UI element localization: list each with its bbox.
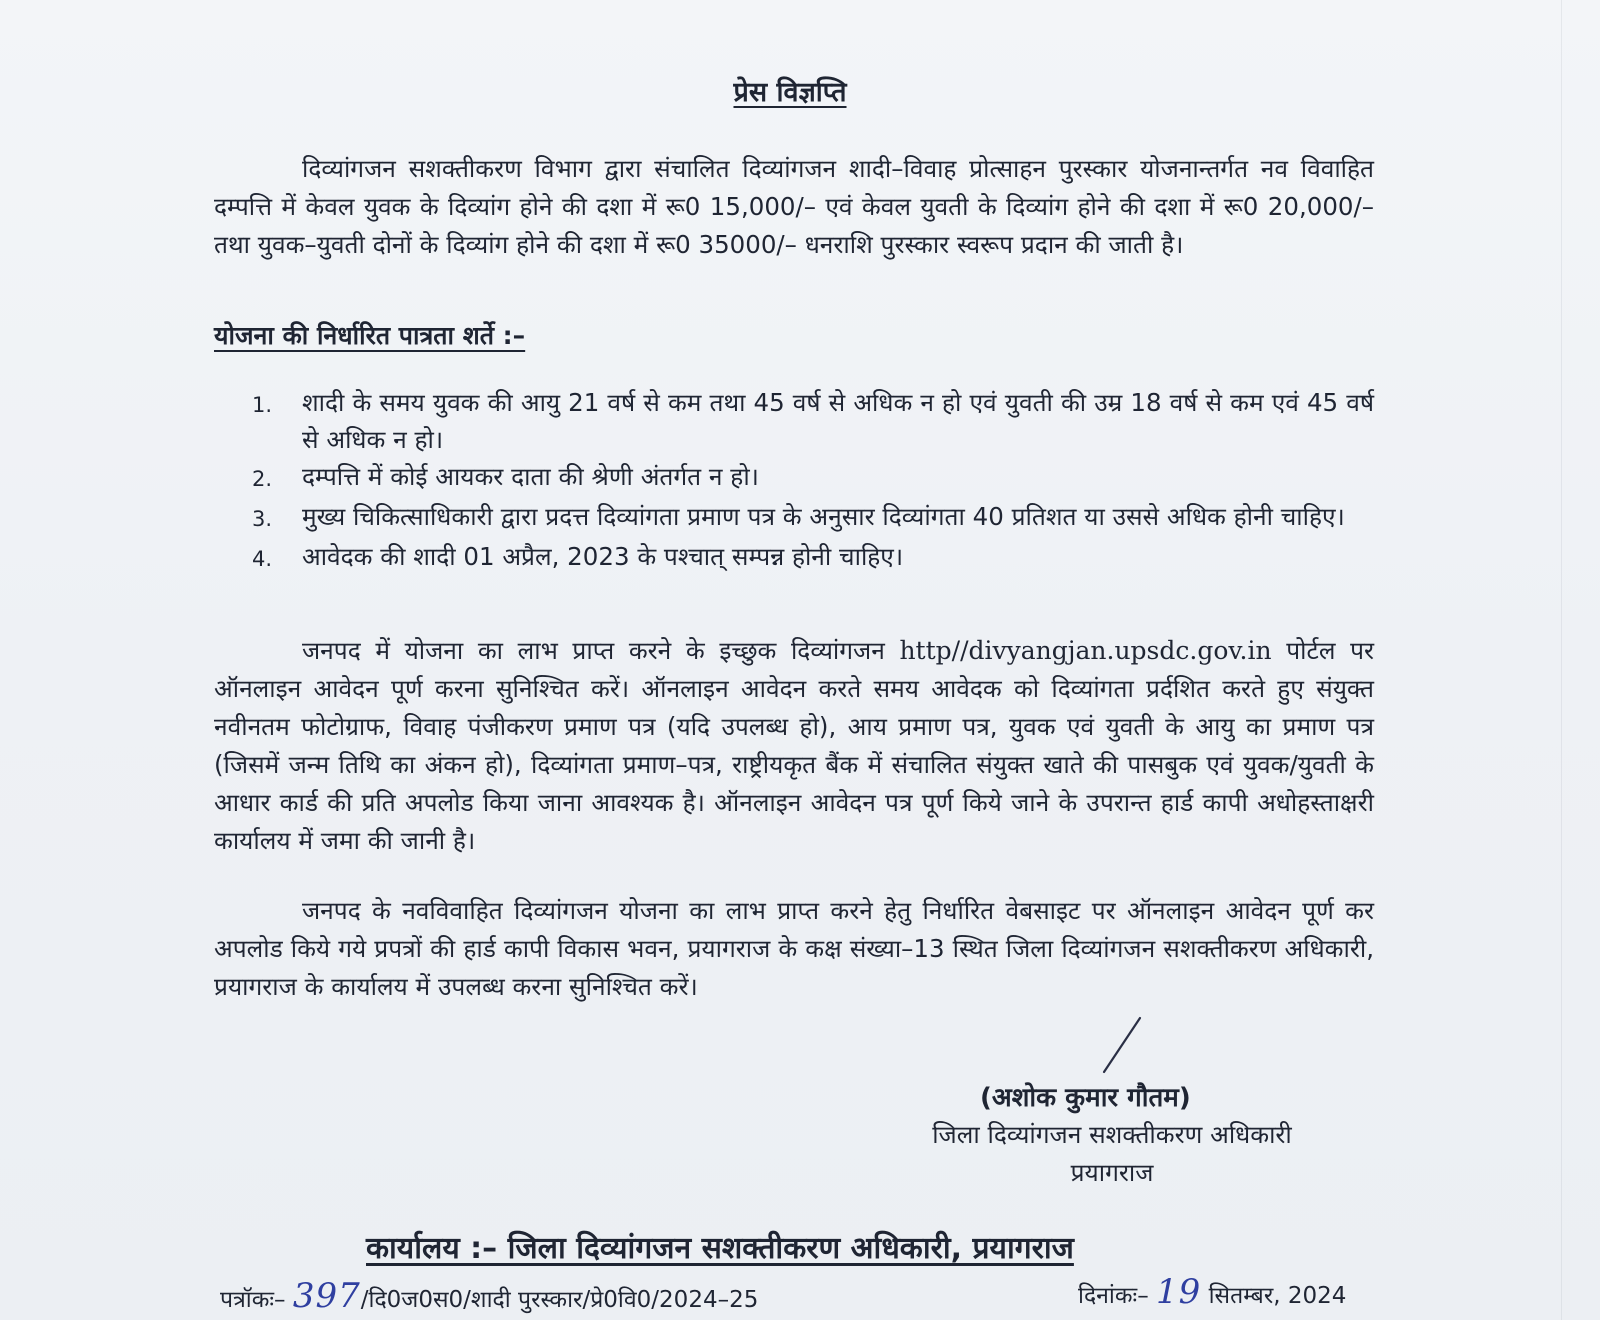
condition-number: 2. bbox=[252, 467, 273, 491]
condition-text: दम्पत्ति में कोई आयकर दाता की श्रेणी अंतर्गत न हो। bbox=[302, 462, 759, 491]
eligibility-conditions-list bbox=[252, 384, 1374, 578]
condition-item bbox=[252, 538, 1374, 578]
condition-item bbox=[252, 384, 1374, 458]
condition-number: 4. bbox=[252, 547, 273, 571]
condition-text: आवेदक की शादी 01 अप्रैल, 2023 के पश्चात् सम्पन्न होनी चाहिए। bbox=[302, 542, 904, 571]
condition-text: शादी के समय युवक की आयु 21 वर्ष से कम तथा 45 वर्ष से अधिक न हो एवं युवती की उम्र 18 वर्ष से कम एवं 45 वर्ष से अधिक न हो। bbox=[302, 388, 1374, 454]
submission-paragraph: जनपद के नवविवाहित दिव्यांगजन योजना का लाभ प्राप्त करने हेतु निर्धारित वेबसाइट पर ऑनलाइन आवेदन पूर्ण कर अपलोड किये गये प्रपत्रों की हार्ड कापी विकास भवन, प्रयागराज के कक्ष संख्या–13 स्थित जिला दिव्यांगजन सशक्तीकरण अधिकारी, प्रयागराज के कार्यालय में उपलब्ध करना सुनिश्चित करें। bbox=[214, 896, 1374, 1001]
reference-label: पत्रॉकः– bbox=[220, 1287, 286, 1313]
application-paragraph bbox=[214, 632, 1374, 860]
condition-item bbox=[252, 458, 1374, 498]
reference-number-line bbox=[220, 1276, 758, 1316]
eligibility-conditions-heading: योजना की निर्धारित पात्रता शर्ते :– bbox=[214, 321, 526, 350]
condition-item bbox=[252, 498, 1374, 538]
date-line bbox=[1078, 1272, 1346, 1312]
signatory-place: प्रयागराज bbox=[1070, 1158, 1154, 1187]
condition-number: 1. bbox=[252, 393, 273, 417]
signature-mark bbox=[1100, 1016, 1144, 1076]
portal-url-link[interactable]: http//divyangjan.upsdc.gov.in bbox=[899, 636, 1272, 665]
signatory-designation: जिला दिव्यांगजन सशक्तीकरण अधिकारी bbox=[932, 1120, 1292, 1149]
signatory-name: (अशोक कुमार गौतम) bbox=[980, 1083, 1191, 1113]
reference-handwritten-number: 397 bbox=[292, 1276, 361, 1316]
application-intro-text: जनपद में योजना का लाभ प्राप्त करने के इच्छुक दिव्यांगजन bbox=[302, 636, 885, 665]
condition-number: 3. bbox=[252, 507, 273, 531]
condition-text: मुख्य चिकित्साधिकारी द्वारा प्रदत्त दिव्यांगता प्रमाण पत्र के अनुसार दिव्यांगता 40 प्रतिशत या उससे अधिक होनी चाहिए। bbox=[302, 502, 1345, 531]
page-edge-divider bbox=[1561, 0, 1562, 1320]
application-instructions-text: पोर्टल पर ऑनलाइन आवेदन पूर्ण करना सुनिश्चित करें। ऑनलाइन आवेदन करते समय आवेदक को दिव्यांगता प्रर्दशित करते हुए संयुक्त नवीनतम फोटोग्राफ, विवाह पंजीकरण प्रमाण पत्र (यदि उपलब्ध हो), आय प्रमाण पत्र, युवक एवं युवती के आयु का प्रमाण पत्र (जिसमें जन्म तिथि का अंकन हो), दिव्यांगता प्रमाण–पत्र, राष्ट्रीयकृत बैंक में संचालित संयुक्त खाते की पासबुक एवं युवक/युवती के आधार कार्ड की प्रति अपलोड किया जाना आवश्यक है। ऑनलाइन आवेदन पत्र पूर्ण किये जाने के उपरान्त हार्ड कापी अधोहस्ताक्षरी कार्यालय में जमा की जानी है। bbox=[214, 636, 1375, 855]
office-heading: कार्यालय :– जिला दिव्यांगजन सशक्तीकरण अधिकारी, प्रयागराज bbox=[366, 1231, 1074, 1266]
date-handwritten-day: 19 bbox=[1156, 1272, 1202, 1312]
date-month-year: सितम्बर, 2024 bbox=[1208, 1283, 1347, 1309]
date-label: दिनांकः– bbox=[1078, 1283, 1149, 1309]
document-title: प्रेस विज्ञप्ति bbox=[733, 77, 847, 108]
intro-paragraph: दिव्यांगजन सशक्तीकरण विभाग द्वारा संचालित दिव्यांगजन शादी–विवाह प्रोत्साहन पुरस्कार योजनान्तर्गत नव विवाहित दम्पत्ति में केवल युवक के दिव्यांग होने की दशा में रू0 15,000/– एवं केवल युवती के दिव्यांग होने की दशा में रू0 20,000/– तथा युवक–युवती दोनों के दिव्यांग होने की दशा में रू0 35000/– धनराशि पुरस्कार स्वरूप प्रदान की जाती है। bbox=[214, 154, 1374, 259]
reference-suffix: /दि0ज0स0/शादी पुरस्कार/प्रे0वि0/2024–25 bbox=[360, 1287, 759, 1313]
